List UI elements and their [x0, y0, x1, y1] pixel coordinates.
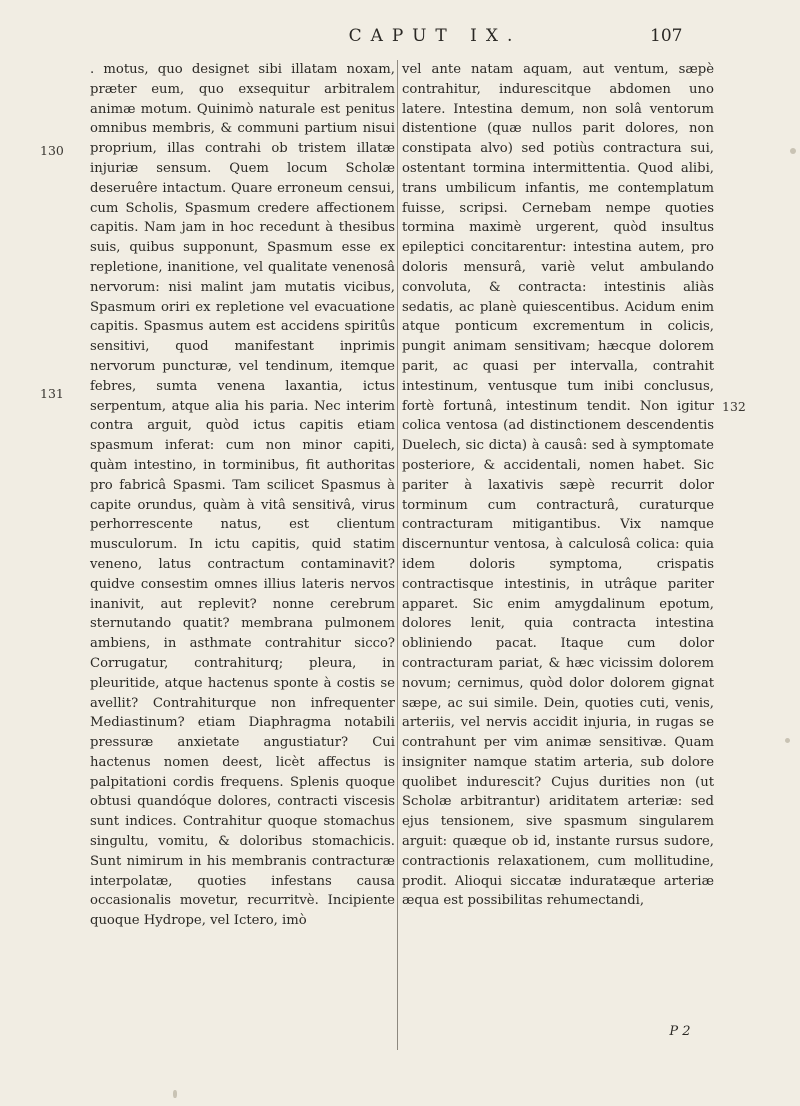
running-head: CAPUT IX. — [348, 26, 522, 46]
paper-spot — [173, 1090, 177, 1098]
signature-mark: P 2 — [669, 1024, 691, 1039]
column-divider — [397, 60, 398, 1050]
margin-section-number: 132 — [722, 399, 746, 414]
right-text-column — [402, 60, 714, 911]
left-text-column — [90, 60, 395, 931]
paper-spot — [790, 148, 796, 154]
right-column-paragraph: vel ante natam aquam, aut ventum, sæpè contrahitur, indurescitque abdomen uno latere. Intestina demum, non solâ ventorum distentione (quæ nullos parit dolores, non constipata alvo) sed potiùs contractura sui, ostentant tormina intermittentia. Quod alibi, trans umbilicum infantis, me contemplatum fuisse, scripsi. Cernebam nempe quoties tormina maximè urgerent, quòd insultus epileptici concitarentur: intestina autem, pro doloris mensurâ, variè velut ambulando convoluta, & contracta: intestinis aliàs sedatis, ac planè quiescentibus. Acidum enim atque ponticum excrementum in colicis, pungit animam sensitivam; hæcque dolorem parit, ac quasi per intervalla, contrahit intestinum, ventusque tum inibi conclusus, fortè fortunâ, intestinum tendit. Non igitur colica ventosa (ad distinctionem descendentis Duelech, sic dicta) à causâ: sed à symptomate posteriore, & accidentali, nomen habet. Sic pariter à laxativis sæpè recurrit dolor torminum cum contracturâ, curaturque contracturam mitigantibus. Vix namque discernuntur ventosa, à calculosâ colica: quia idem doloris symptoma, crispatis contractisque intestinis, in utrâque pariter apparet. Sic enim amygdalinum epotum, dolores lenit, quia contracta intestina obliniendo pacat. Itaque cum dolor contracturam pariat, & hæc vicissim dolorem novum; cernimus, quòd dolor dolorem gignat sæpe, ac sui simile. Dein, quoties cuti, venis, arteriis, vel nervis accidit injuria, in rugas se contrahunt per vim animæ sensitivæ. Quam insigniter namque statim arteria, sub dolore quolibet indurescit? Cujus durities non (ut Scholæ arbitrantur) ariditatem arteriæ: sed ejus tensionem, sive spasmum singularem arguit: quæque ob id, instante rursus sudore, contractionis relaxationem, cum mollitudine, prodit. Alioqui siccatæ induratæque arteriæ æqua est possibilitas rehumectandi, — [402, 62, 714, 909]
margin-section-number: 130 — [40, 143, 64, 158]
page-number: 107 — [650, 26, 683, 46]
margin-section-number: 131 — [40, 386, 64, 401]
left-column-paragraph: . motus, quo designet sibi illatam noxam, præter eum, quo exsequitur arbitralem animæ motum. Quinimò naturale est penitus omnibus membris, & communi partium nisui proprium, illas contrahi ob tristem illatæ injuriæ sensum. Quem locum Scholæ deseruêre intactum. Quare erroneum censui, cum Scholis, Spasmum credere affectionem capitis. Nam jam in hoc recedunt à thesibus suis, quibus supponunt, Spasmum esse ex repletione, inanitione, vel qualitate venenosâ nervorum: nisi malint jam mutatis vicibus, Spasmum oriri ex repletione vel evacuatione capitis. Spasmus autem est accidens spiritûs sensitivi, quod manifestant inprimis nervorum puncturæ, vel tendinum, itemque febres, sumta venena laxantia, ictus serpentum, atque alia his paria. Nec interim contra arguit, quòd ictus capitis etiam spasmum inferat: cum non minor capiti, quàm intestino, in torminibus, fit authoritas pro fabricâ Spasmi. Tam scilicet Spasmus à capite orundus, quàm à vitâ sensitivâ, virus perhorrescente natus, est clientum musculorum. In ictu capitis, quid statim veneno, latus contractum contaminavit? quidve consestim omnes illius lateris nervos inanivit, aut replevit? nonne cerebrum sternutando quatit? membrana pulmonem ambiens, in asthmate contrahitur sicco? Corrugatur, contrahiturq; pleura, in pleuritide, atque hactenus sponte à costis se avellit? Contrahiturque non infrequenter Mediastinum? etiam Diaphragma notabili pressuræ anxietate angustiatur? Cui hactenus nomen deest, licèt affectus is palpitationi cordis frequens. Splenis quoque obtusi quandóque dolores, contracti viscesis sunt indices. Contrahitur quoque stomachus singultu, vomitu, & doloribus stomachicis. Sunt nimirum in his membranis contracturæ interpolatæ, quoties infestans causa occasionalis movetur, recurritvè. Incipiente quoque Hydrope, vel Ictero, imò — [90, 62, 395, 929]
paper-spot — [785, 738, 790, 743]
